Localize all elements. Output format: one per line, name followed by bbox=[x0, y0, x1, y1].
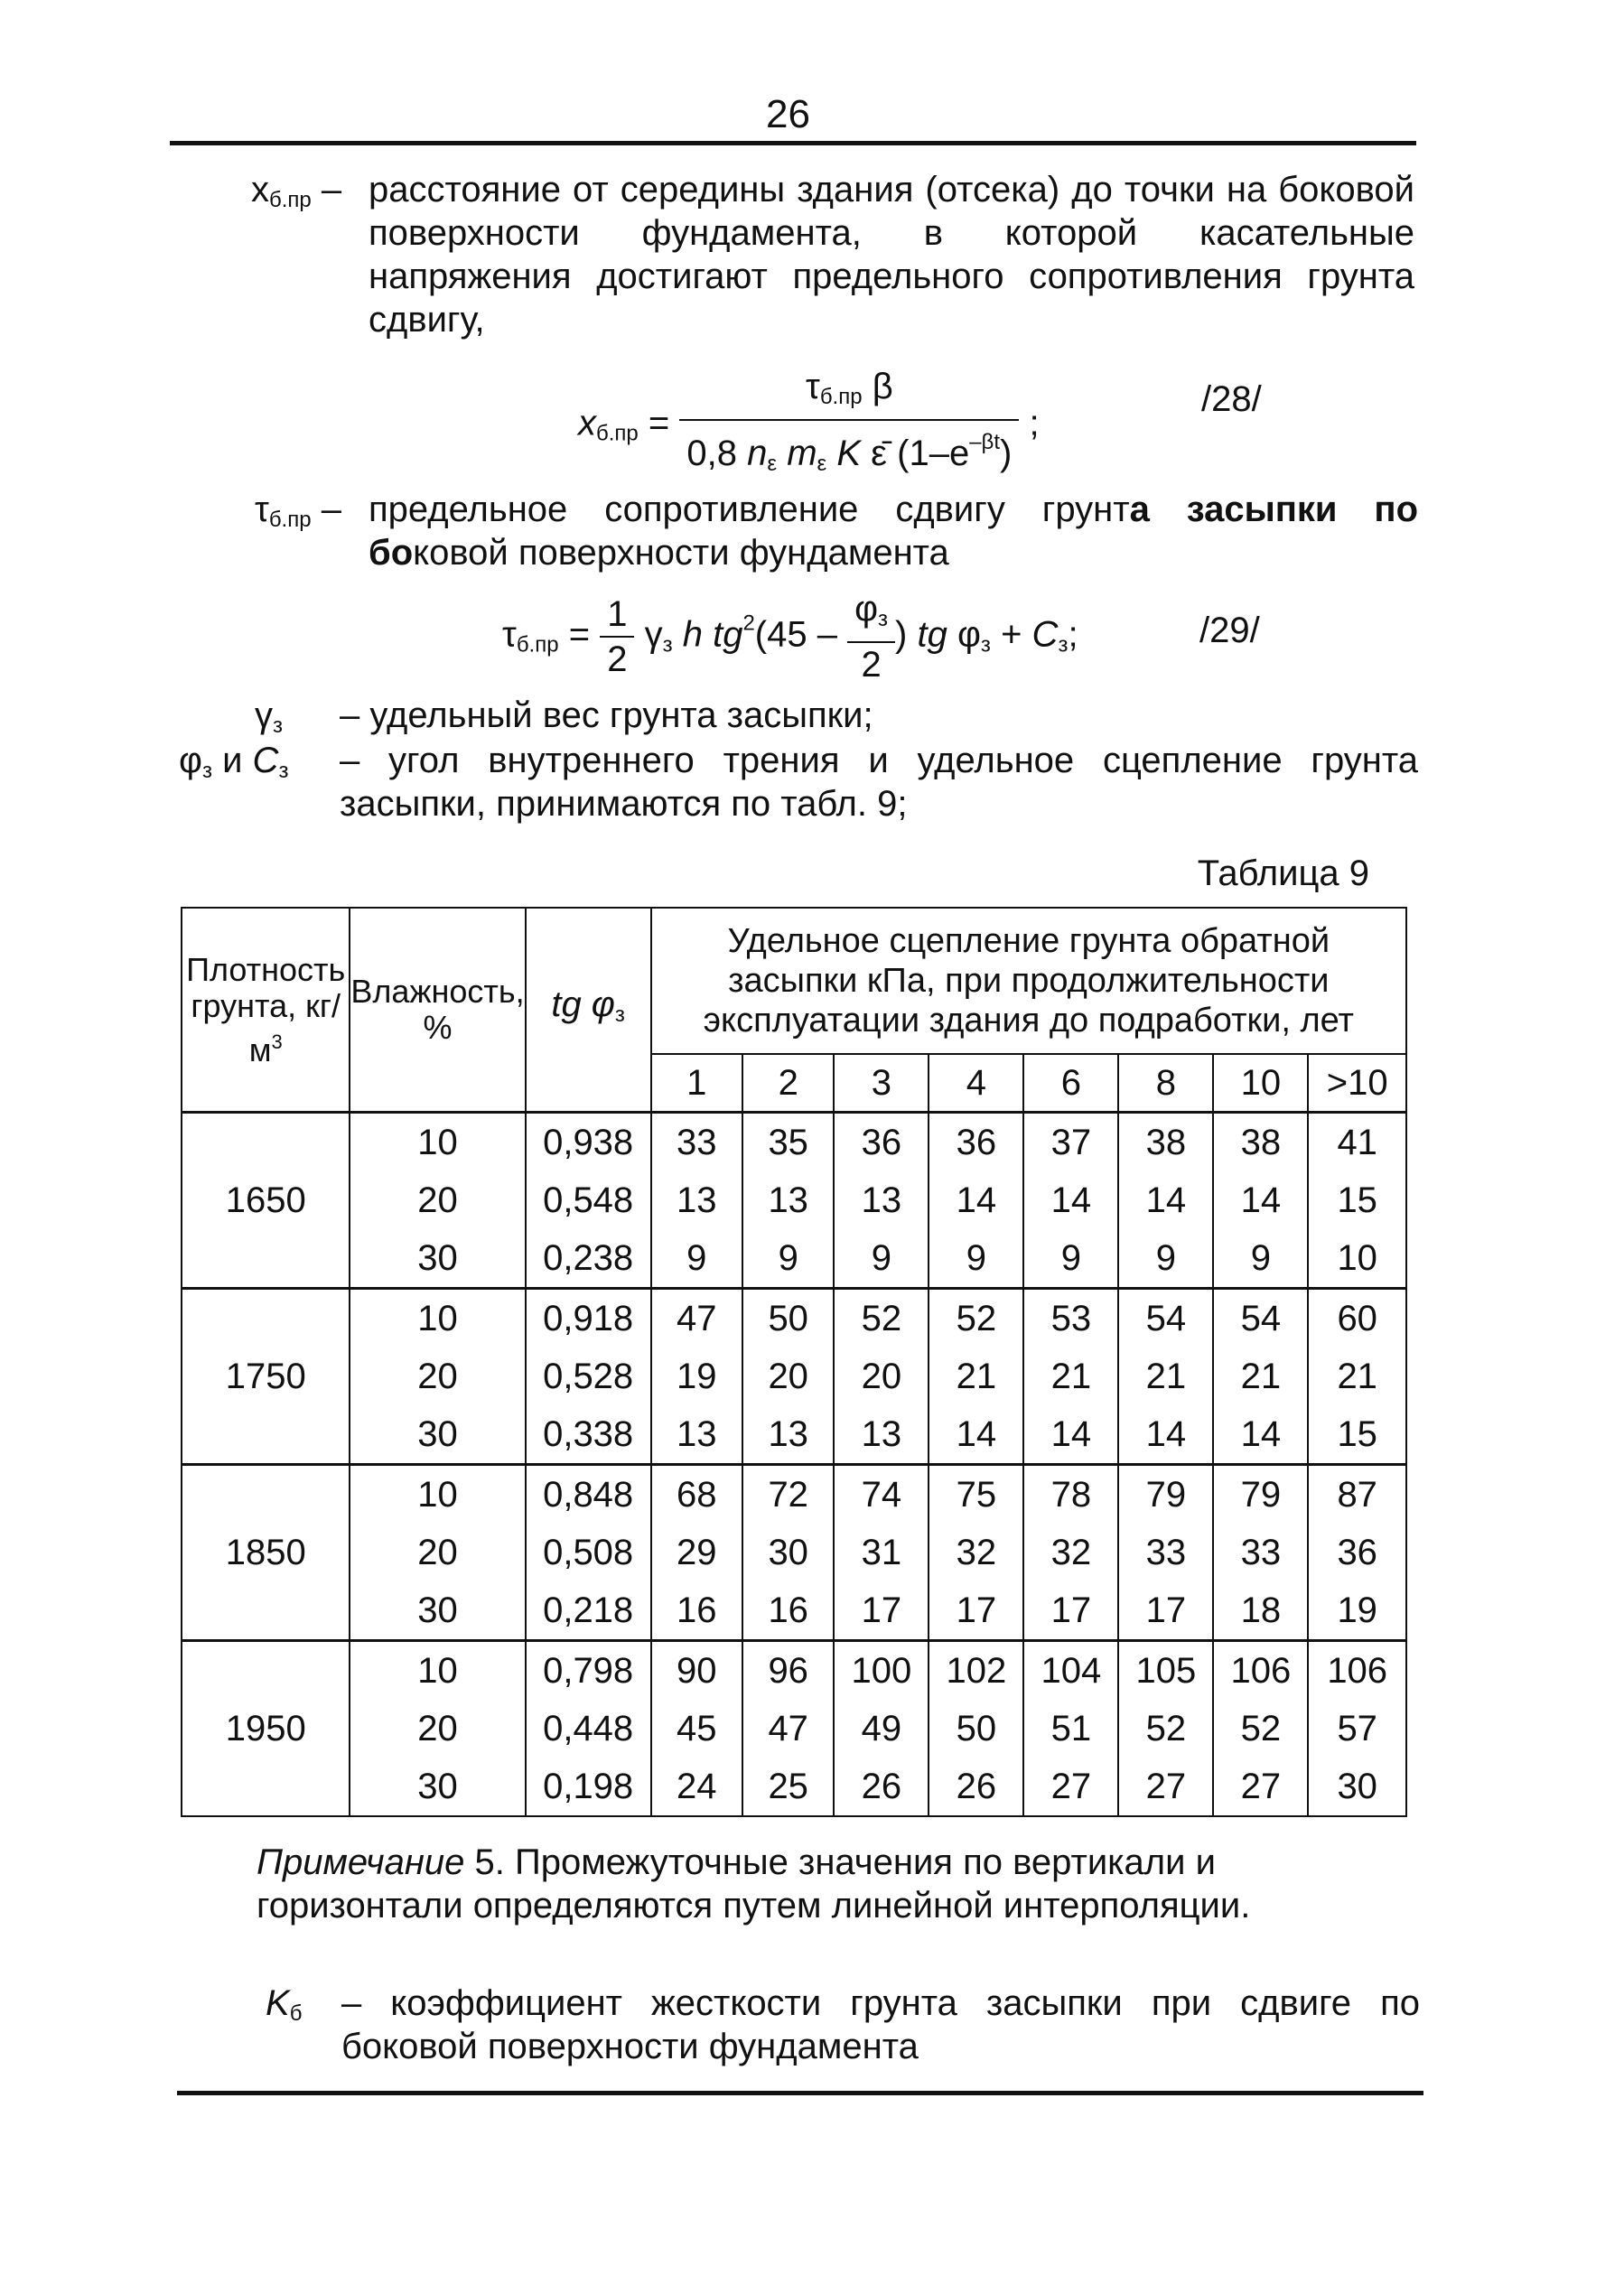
definition-gamma bbox=[255, 694, 1420, 739]
cohesion-cell: 14 bbox=[1023, 1171, 1118, 1229]
cohesion-cell: 9 bbox=[929, 1229, 1023, 1289]
cohesion-cell: 75 bbox=[929, 1465, 1023, 1525]
tg-cell: 0,448 bbox=[526, 1700, 651, 1758]
tg-cell: 0,798 bbox=[526, 1641, 651, 1701]
moisture-cell: 10 bbox=[350, 1113, 525, 1172]
c-symbol: C bbox=[252, 741, 279, 780]
cohesion-cell: 21 bbox=[1023, 1347, 1118, 1405]
cohesion-cell: 21 bbox=[1213, 1347, 1308, 1405]
k-subscript: б bbox=[289, 2001, 303, 2026]
cohesion-cell: 72 bbox=[742, 1465, 834, 1525]
f28-lhs: x bbox=[578, 403, 596, 443]
cohesion-cell: 87 bbox=[1308, 1465, 1406, 1525]
f28-den-coef: 0,8 bbox=[686, 434, 737, 473]
f28-den-paren: (1–e bbox=[897, 434, 970, 473]
cohesion-cell: 21 bbox=[1308, 1347, 1406, 1405]
density-cell: 1950 bbox=[182, 1641, 350, 1817]
formula-29-number: /29/ bbox=[1199, 611, 1260, 650]
cohesion-cell: 10 bbox=[1308, 1229, 1406, 1289]
tau-text-bold: а засыпки по бо bbox=[369, 490, 1419, 573]
k-symbol: K bbox=[266, 1983, 290, 2023]
f28-den-n: n bbox=[747, 434, 768, 473]
f29-open: (45 – bbox=[754, 614, 837, 655]
cohesion-cell: 26 bbox=[929, 1758, 1023, 1816]
year-header: 4 bbox=[929, 1054, 1023, 1113]
cohesion-cell: 30 bbox=[742, 1524, 834, 1581]
moisture-cell: 20 bbox=[350, 1524, 525, 1581]
cohesion-cell: 30 bbox=[1308, 1758, 1406, 1816]
f28-den-exp: –βt bbox=[969, 430, 1001, 454]
cohesion-cell: 20 bbox=[742, 1347, 834, 1405]
f29-phi-den: 2 bbox=[861, 645, 882, 685]
cohesion-cell: 14 bbox=[1213, 1171, 1308, 1229]
cohesion-cell: 32 bbox=[1023, 1524, 1118, 1581]
table-caption: Таблица 9 bbox=[1197, 853, 1369, 893]
cohesion-cell: 9 bbox=[742, 1229, 834, 1289]
tg-cell: 0,338 bbox=[526, 1405, 651, 1465]
note-number: 5. bbox=[474, 1842, 505, 1882]
header-moisture: Влажность, % bbox=[350, 908, 525, 1113]
table-row bbox=[182, 1229, 1406, 1289]
cohesion-cell: 20 bbox=[834, 1347, 929, 1405]
cohesion-cell: 45 bbox=[651, 1700, 742, 1758]
cohesion-cell: 90 bbox=[651, 1641, 742, 1701]
f29-lhs: τ bbox=[502, 614, 517, 655]
cohesion-cell: 21 bbox=[1118, 1347, 1213, 1405]
header-tg-sub: з bbox=[614, 1002, 625, 1027]
header-cohesion: Удельное сцепление грунта обратной засыпки кПа, при продолжительности эксплуатации здания до подработки, лет bbox=[651, 908, 1406, 1054]
moisture-cell: 30 bbox=[350, 1405, 525, 1465]
moisture-cell: 10 bbox=[350, 1289, 525, 1348]
f28-num-beta: β bbox=[872, 367, 893, 406]
cohesion-cell: 14 bbox=[1118, 1171, 1213, 1229]
definition-phi-c-symbol bbox=[179, 739, 288, 793]
f28-numerator bbox=[679, 365, 1019, 421]
cohesion-cell: 19 bbox=[651, 1347, 742, 1405]
cohesion-cell: 96 bbox=[742, 1641, 834, 1701]
f28-den-n-sub: ε bbox=[767, 452, 778, 476]
f29-half bbox=[600, 592, 634, 681]
table-row bbox=[182, 1289, 1406, 1348]
bottom-rule bbox=[177, 2091, 1423, 2095]
cohesion-cell: 15 bbox=[1308, 1405, 1406, 1465]
cohesion-cell: 33 bbox=[1213, 1524, 1308, 1581]
cohesion-cell: 14 bbox=[929, 1171, 1023, 1229]
header-density-sup: 3 bbox=[271, 1030, 283, 1053]
f29-tail: ; bbox=[1068, 614, 1078, 655]
cohesion-cell: 16 bbox=[651, 1581, 742, 1641]
year-header: >10 bbox=[1308, 1054, 1406, 1113]
cohesion-cell: 52 bbox=[1118, 1700, 1213, 1758]
f29-tg-sup: 2 bbox=[742, 611, 755, 636]
note-text: Промежуточные значения по вертикали и горизонтали определяются путем линейной интерполяции. bbox=[257, 1842, 1251, 1926]
tau-subscript: б.пр bbox=[268, 508, 312, 532]
cohesion-cell: 13 bbox=[651, 1405, 742, 1465]
cohesion-cell: 14 bbox=[929, 1405, 1023, 1465]
cohesion-cell: 14 bbox=[1213, 1405, 1308, 1465]
cohesion-cell: 13 bbox=[834, 1171, 929, 1229]
f28-tail: ; bbox=[1029, 403, 1040, 443]
cohesion-cell: 106 bbox=[1308, 1641, 1406, 1701]
cohesion-cell: 33 bbox=[1118, 1524, 1213, 1581]
definition-x-text: расстояние от середины здания (отсека) до точки на боковой поверхности фундамента, в которой касательные напряжения достигают предельного сопротивления грунта сдвигу, bbox=[369, 170, 1414, 340]
table-row bbox=[182, 1758, 1406, 1816]
cohesion-cell: 15 bbox=[1308, 1171, 1406, 1229]
cohesion-cell: 52 bbox=[929, 1289, 1023, 1348]
table-row bbox=[182, 1405, 1406, 1465]
f28-lhs-sub: б.пр bbox=[596, 421, 639, 446]
definition-x-symbol bbox=[251, 168, 341, 222]
cohesion-cell: 18 bbox=[1213, 1581, 1308, 1641]
cohesion-cell: 100 bbox=[834, 1641, 929, 1701]
cohesion-cell: 27 bbox=[1118, 1758, 1213, 1816]
cohesion-cell: 60 bbox=[1308, 1289, 1406, 1348]
cohesion-cell: 106 bbox=[1213, 1641, 1308, 1701]
cohesion-cell: 17 bbox=[834, 1581, 929, 1641]
x-symbol: x bbox=[251, 170, 269, 210]
cohesion-cell: 9 bbox=[651, 1229, 742, 1289]
definition-phi-c-text: – угол внутреннего трения и удельное сцепление грунта засыпки, принимаются по табл. 9; bbox=[340, 741, 1418, 824]
table-row bbox=[182, 1113, 1406, 1172]
f29-close: ) bbox=[895, 614, 908, 655]
cohesion-cell: 50 bbox=[929, 1700, 1023, 1758]
tau-symbol: τ bbox=[255, 490, 269, 529]
cohesion-cell: 57 bbox=[1308, 1700, 1406, 1758]
cohesion-cell: 52 bbox=[834, 1289, 929, 1348]
cohesion-cell: 13 bbox=[651, 1171, 742, 1229]
formula-28 bbox=[578, 365, 1040, 486]
f29-h: h bbox=[682, 614, 703, 655]
phi-subscript: з bbox=[201, 759, 212, 783]
cohesion-cell: 13 bbox=[742, 1405, 834, 1465]
table-row bbox=[182, 1465, 1406, 1525]
year-header: 3 bbox=[834, 1054, 929, 1113]
cohesion-cell: 27 bbox=[1023, 1758, 1118, 1816]
f29-lhs-sub: б.пр bbox=[516, 632, 559, 657]
cohesion-cell: 17 bbox=[1023, 1581, 1118, 1641]
table-row bbox=[182, 1171, 1406, 1229]
cohesion-cell: 37 bbox=[1023, 1113, 1118, 1172]
year-header: 10 bbox=[1213, 1054, 1308, 1113]
f28-den-m-sub: ε bbox=[817, 452, 827, 476]
f28-num-tau: τ bbox=[806, 367, 820, 406]
cohesion-cell: 54 bbox=[1213, 1289, 1308, 1348]
note-5 bbox=[257, 1841, 1422, 1931]
tg-cell: 0,238 bbox=[526, 1229, 651, 1289]
table-body bbox=[182, 1113, 1406, 1817]
moisture-cell: 20 bbox=[350, 1347, 525, 1405]
cohesion-cell: 36 bbox=[1308, 1524, 1406, 1581]
f28-den-k: K bbox=[836, 434, 862, 473]
f28-den-eps: ε̄ bbox=[871, 434, 887, 473]
f28-denominator bbox=[679, 421, 1019, 486]
f29-phi-num bbox=[847, 587, 895, 643]
table-row bbox=[182, 1347, 1406, 1405]
moisture-cell: 10 bbox=[350, 1641, 525, 1701]
x-subscript: б.пр bbox=[269, 188, 312, 212]
cohesion-cell: 9 bbox=[1023, 1229, 1118, 1289]
table-row bbox=[182, 1700, 1406, 1758]
f29-half-den: 2 bbox=[607, 639, 628, 679]
tg-cell: 0,938 bbox=[526, 1113, 651, 1172]
tau-text-plain: предельное сопротивление сдвигу грунт bbox=[369, 490, 1130, 529]
cohesion-cell: 79 bbox=[1213, 1465, 1308, 1525]
definition-tau-text bbox=[369, 488, 1418, 574]
gamma-symbol: γ bbox=[255, 695, 273, 735]
phi-symbol: φ bbox=[179, 741, 202, 780]
cohesion-cell: 102 bbox=[929, 1641, 1023, 1701]
moisture-cell: 30 bbox=[350, 1758, 525, 1816]
cohesion-cell: 74 bbox=[834, 1465, 929, 1525]
moisture-cell: 10 bbox=[350, 1465, 525, 1525]
cohesion-cell: 17 bbox=[1118, 1581, 1213, 1641]
f28-den-close: ) bbox=[1000, 434, 1013, 473]
note-label: Примечание bbox=[257, 1842, 465, 1882]
f29-phi2-sub: з bbox=[980, 632, 991, 657]
f29-c-sub: з bbox=[1058, 632, 1069, 657]
year-header: 8 bbox=[1118, 1054, 1213, 1113]
density-cell: 1850 bbox=[182, 1465, 350, 1641]
cohesion-cell: 47 bbox=[742, 1700, 834, 1758]
definition-tau-symbol bbox=[255, 488, 341, 542]
cohesion-cell: 54 bbox=[1118, 1289, 1213, 1348]
cohesion-cell: 51 bbox=[1023, 1700, 1118, 1758]
cohesion-cell: 31 bbox=[834, 1524, 929, 1581]
density-cell: 1650 bbox=[182, 1113, 350, 1289]
formula-29 bbox=[502, 587, 1078, 686]
tau-text-rest: ковой поверхности фундамента bbox=[413, 533, 949, 573]
cohesion-cell: 41 bbox=[1308, 1113, 1406, 1172]
cohesion-cell: 16 bbox=[742, 1581, 834, 1641]
definition-k-text: – коэффициент жесткости грунта засыпки при сдвиге по боковой поверхности фундамента bbox=[341, 1983, 1420, 2066]
cohesion-cell: 52 bbox=[1213, 1700, 1308, 1758]
f29-tg2: tg bbox=[917, 614, 947, 655]
f29-phi-sub: з bbox=[878, 607, 889, 631]
moisture-cell: 30 bbox=[350, 1229, 525, 1289]
cohesion-cell: 105 bbox=[1118, 1641, 1213, 1701]
c-subscript: з bbox=[278, 759, 289, 783]
top-rule bbox=[170, 141, 1416, 145]
tg-cell: 0,918 bbox=[526, 1289, 651, 1348]
cohesion-cell: 21 bbox=[929, 1347, 1023, 1405]
tg-cell: 0,508 bbox=[526, 1524, 651, 1581]
cohesion-cell: 36 bbox=[834, 1113, 929, 1172]
tg-cell: 0,528 bbox=[526, 1347, 651, 1405]
cohesion-cell: 50 bbox=[742, 1289, 834, 1348]
f29-gamma: γ bbox=[644, 614, 663, 655]
f28-equals: = bbox=[648, 403, 670, 443]
f29-tg: tg bbox=[713, 614, 743, 655]
f29-equals: = bbox=[568, 614, 591, 655]
f29-phi2: φ bbox=[957, 614, 981, 655]
definition-gamma-text: – удельный вес грунта засыпки; bbox=[340, 695, 873, 735]
tg-cell: 0,218 bbox=[526, 1581, 651, 1641]
moisture-cell: 30 bbox=[350, 1581, 525, 1641]
cohesion-cell: 27 bbox=[1213, 1758, 1308, 1816]
f28-num-sub: б.пр bbox=[819, 385, 863, 409]
cohesion-cell: 47 bbox=[651, 1289, 742, 1348]
phi-and: и bbox=[222, 741, 243, 780]
table-row bbox=[182, 1641, 1406, 1701]
cohesion-cell: 33 bbox=[651, 1113, 742, 1172]
cohesion-cell: 36 bbox=[929, 1113, 1023, 1172]
page-number: 26 bbox=[766, 92, 810, 136]
cohesion-cell: 13 bbox=[834, 1405, 929, 1465]
formula-28-number: /28/ bbox=[1201, 379, 1262, 419]
cohesion-cell: 13 bbox=[742, 1171, 834, 1229]
f29-phi-fraction bbox=[847, 587, 895, 686]
cohesion-cell: 35 bbox=[742, 1113, 834, 1172]
moisture-cell: 20 bbox=[350, 1700, 525, 1758]
year-header: 1 bbox=[651, 1054, 742, 1113]
gamma-subscript: з bbox=[273, 713, 284, 738]
cohesion-cell: 25 bbox=[742, 1758, 834, 1816]
table-row bbox=[182, 1524, 1406, 1581]
cohesion-cell: 19 bbox=[1308, 1581, 1406, 1641]
definition-k-symbol bbox=[266, 1982, 302, 2036]
definition-x bbox=[251, 168, 1416, 349]
cohesion-cell: 14 bbox=[1118, 1405, 1213, 1465]
year-header: 6 bbox=[1023, 1054, 1118, 1113]
cohesion-cell: 79 bbox=[1118, 1465, 1213, 1525]
cohesion-cell: 32 bbox=[929, 1524, 1023, 1581]
cohesion-cell: 38 bbox=[1213, 1113, 1308, 1172]
cohesion-cell: 53 bbox=[1023, 1289, 1118, 1348]
x-dash: – bbox=[321, 170, 342, 210]
cohesion-cell: 17 bbox=[929, 1581, 1023, 1641]
table-9 bbox=[181, 907, 1407, 1817]
header-density-text: Плотность грунта, кг/м bbox=[186, 950, 346, 1068]
cohesion-cell: 78 bbox=[1023, 1465, 1118, 1525]
density-cell: 1750 bbox=[182, 1289, 350, 1465]
cohesion-cell: 38 bbox=[1118, 1113, 1213, 1172]
cohesion-cell: 9 bbox=[1213, 1229, 1308, 1289]
definition-phi-c bbox=[179, 739, 1420, 829]
f29-half-num: 1 bbox=[600, 592, 634, 638]
cohesion-cell: 68 bbox=[651, 1465, 742, 1525]
f29-gamma-sub: з bbox=[662, 632, 673, 657]
f29-c: C bbox=[1031, 614, 1059, 655]
cohesion-cell: 14 bbox=[1023, 1405, 1118, 1465]
f28-fraction bbox=[679, 365, 1019, 486]
year-header: 2 bbox=[742, 1054, 834, 1113]
cohesion-cell: 24 bbox=[651, 1758, 742, 1816]
header-tg-text: tg φ bbox=[551, 984, 615, 1024]
cohesion-cell: 9 bbox=[1118, 1229, 1213, 1289]
cohesion-cell: 104 bbox=[1023, 1641, 1118, 1701]
cohesion-cell: 49 bbox=[834, 1700, 929, 1758]
header-tg bbox=[526, 908, 651, 1113]
tau-dash: – bbox=[321, 490, 341, 529]
tg-cell: 0,198 bbox=[526, 1758, 651, 1816]
table-row bbox=[182, 1581, 1406, 1641]
cohesion-cell: 26 bbox=[834, 1758, 929, 1816]
definition-k bbox=[266, 1982, 1420, 2072]
f29-phi: φ bbox=[854, 589, 879, 629]
moisture-cell: 20 bbox=[350, 1171, 525, 1229]
cohesion-cell: 9 bbox=[834, 1229, 929, 1289]
tg-cell: 0,848 bbox=[526, 1465, 651, 1525]
header-density bbox=[182, 908, 350, 1113]
cohesion-cell: 29 bbox=[651, 1524, 742, 1581]
definition-tau bbox=[255, 488, 1420, 578]
tg-cell: 0,548 bbox=[526, 1171, 651, 1229]
f28-den-m: m bbox=[787, 434, 817, 473]
f29-plus: + bbox=[1001, 614, 1022, 655]
